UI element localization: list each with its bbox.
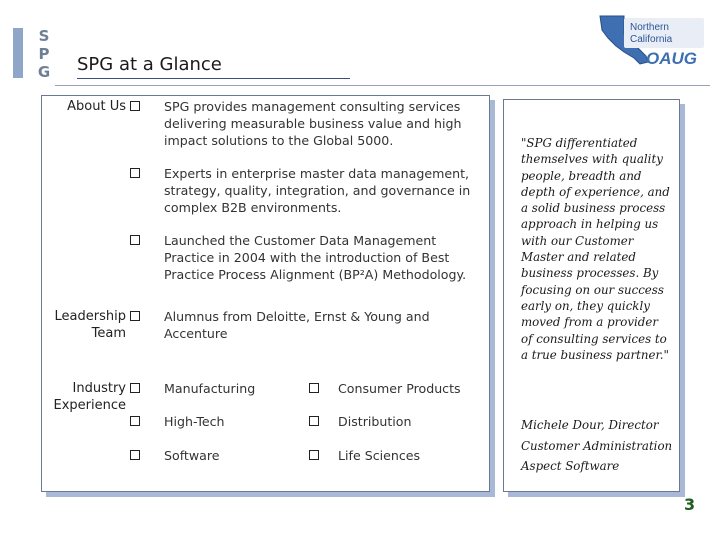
content-panel xyxy=(41,95,490,492)
oaug-brand: OAUG xyxy=(646,49,697,68)
about-bullet-1: SPG provides management consulting services delivering measurable business value and high impact solutions to the Global 5000. xyxy=(164,99,462,148)
industry-experience-label xyxy=(44,380,126,414)
bullet-checkbox-icon xyxy=(309,383,319,393)
industry-item: Distribution xyxy=(338,414,412,429)
testimonial-attribution xyxy=(521,415,676,477)
leadership-label-line2: Team xyxy=(91,326,126,341)
industry-item: Manufacturing xyxy=(164,381,256,396)
industry-item: Life Sciences xyxy=(338,448,421,463)
header-divider xyxy=(55,85,710,86)
industry-label-line1: Industry xyxy=(72,381,126,396)
testimonial-name: Michele Dour, Director xyxy=(521,418,659,432)
page-number: 3 xyxy=(684,495,696,514)
testimonial-company: Aspect Software xyxy=(521,459,620,473)
oaug-logo xyxy=(594,12,712,68)
oaug-line2: California xyxy=(630,34,673,45)
bullet-checkbox-icon xyxy=(309,416,319,426)
testimonial-quote: "SPG differentiated themselves with quality people, breadth and depth of experience, and a solid business process approach in helping us with our Customer Master and related business processes. By focusing on our success early on, they quickly moved from a provider of consulting services to a true business partner." xyxy=(521,136,670,362)
page-title: SPG at a Glance xyxy=(77,54,222,75)
oaug-line1: Northern xyxy=(630,22,669,33)
bullet-checkbox-icon xyxy=(130,416,140,426)
bullet-checkbox-icon xyxy=(130,450,140,460)
bullet-checkbox-icon xyxy=(309,450,319,460)
bullet-checkbox-icon xyxy=(130,101,140,111)
testimonial-title: Customer Administration xyxy=(521,438,673,453)
spg-logo xyxy=(33,27,55,81)
logo-letter-p: P xyxy=(38,45,50,63)
industry-item: High-Tech xyxy=(164,414,225,429)
logo-bar xyxy=(13,28,23,78)
about-us-label: About Us xyxy=(67,99,126,114)
about-bullet-3: Launched the Customer Data Management Practice in 2004 with the introduction of Best Practice Process Alignment (BP²A) Methodology. xyxy=(164,233,467,282)
industry-label-line2: Experience xyxy=(53,398,126,413)
leadership-label-line1: Leadership xyxy=(54,309,126,324)
logo-letter-g: G xyxy=(37,63,51,81)
bullet-checkbox-icon xyxy=(130,235,140,245)
leadership-team-label xyxy=(44,308,126,342)
industry-item: Software xyxy=(164,448,220,463)
leadership-bullet-1: Alumnus from Deloitte, Ernst & Young and Accenture xyxy=(164,309,430,341)
industry-item: Consumer Products xyxy=(338,381,461,396)
bullet-checkbox-icon xyxy=(130,168,140,178)
about-bullet-2: Experts in enterprise master data management, strategy, quality, integration, and governance in complex B2B environments. xyxy=(164,166,471,215)
bullet-checkbox-icon xyxy=(130,383,140,393)
title-underline xyxy=(77,78,350,79)
logo-letter-s: S xyxy=(38,27,50,45)
bullet-checkbox-icon xyxy=(130,311,140,321)
